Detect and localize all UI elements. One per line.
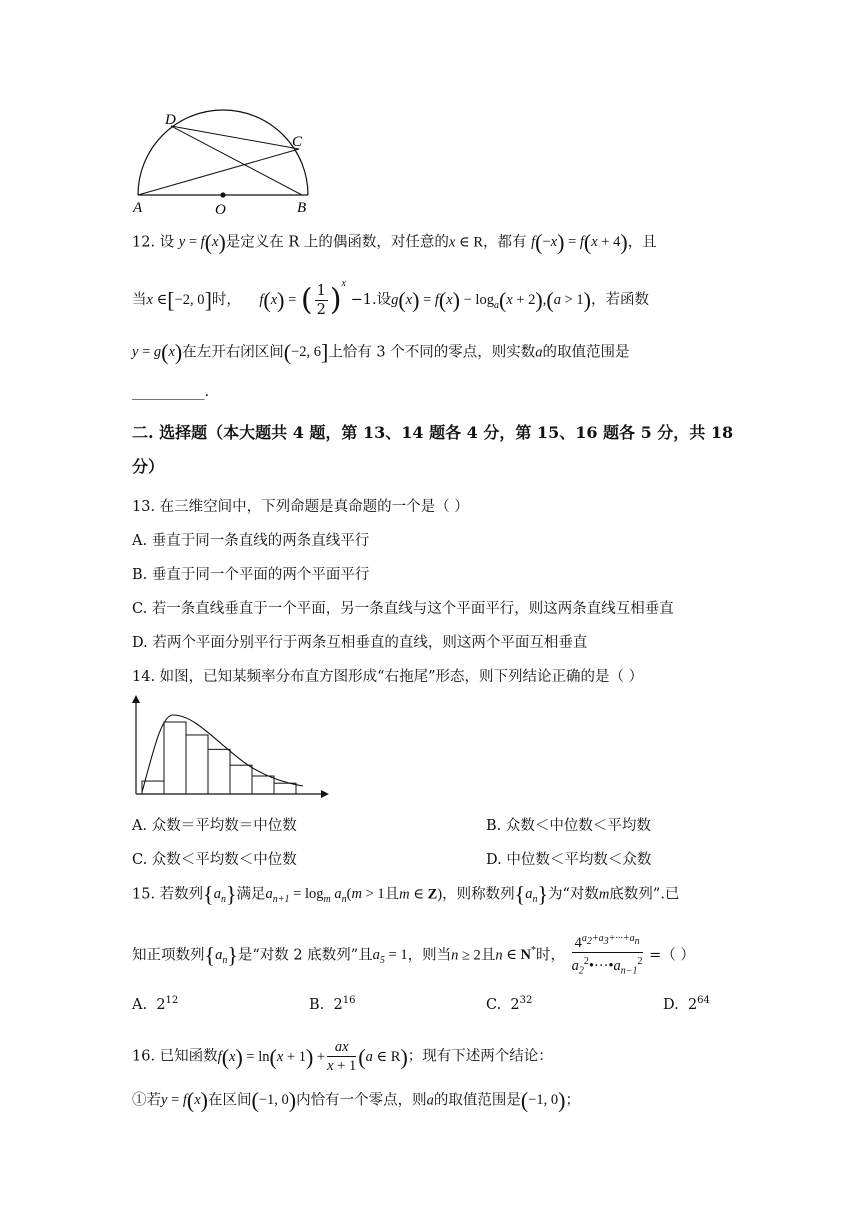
semicircle-figure	[125, 108, 325, 218]
q14-option-b[interactable]: B. 众数＜中位数＜平均数	[486, 818, 651, 834]
histogram-bar	[230, 765, 252, 794]
q15-option-d[interactable]: D. $2^{64}$	[663, 995, 710, 1013]
label-C: C	[292, 134, 303, 150]
q13-option-a[interactable]: A. 垂直于同一条直线的两条直线平行	[132, 533, 370, 549]
density-curve	[142, 715, 303, 792]
label-A: A	[133, 200, 143, 216]
x-axis-arrow	[321, 790, 329, 798]
q15-line2: 知正项数列$\{a_n\}$是“对数 2 底数列”且$a_5 = 1$，则当n ≥ 2且n ∈ N*时， $\frac{4^{a_2+a_3+\cdot\cdot\cdot+a_n}}{a_2^2•\cdot\cdot\cdot•a_{n-1}^2}$ =（ ）	[132, 930, 695, 981]
histogram-bar	[252, 776, 274, 794]
q15-option-c[interactable]: C. $2^{32}$	[486, 995, 533, 1013]
q14-option-d[interactable]: D. 中位数＜平均数＜众数	[486, 852, 652, 868]
label-O: O	[215, 202, 226, 218]
q13-option-c[interactable]: C. 若一条直线垂直于一个平面，另一条直线与这个平面平行，则这两条直线互相垂直	[132, 601, 674, 617]
q12-line3: y = g(x)在左开右闭区间(−2, 6]上恰有 3 个不同的零点，则实数a的取值范围是	[132, 340, 630, 365]
q12-line2: 当x ∈[−2, 0]时， f(x) = ( $\frac{1}{2}$ )$^x$ −1.设$g(x) = f(x) - \log_a(x + 2),(a > 1)$，若函数	[132, 278, 649, 318]
q14-stem: 14. 如图，已知某频率分布直方图形成“右拖尾”形态，则下列结论正确的是（ ）	[132, 669, 644, 685]
label-B: B	[297, 200, 307, 216]
q16-item1: ①若y = f(x)在区间(−1, 0)内恰有一个零点，则a的取值范围是(−1, 0)；	[132, 1088, 580, 1113]
q13-stem: 13. 在三维空间中，下列命题是真命题的一个是（ ）	[132, 499, 469, 515]
q15-option-b[interactable]: B. $2^{16}$	[309, 995, 356, 1013]
section-title-cont: 分）	[132, 457, 165, 476]
histogram-bar	[164, 722, 186, 794]
q13-option-d[interactable]: D. 若两个平面分别平行于两条互相垂直的直线，则这两个平面互相垂直	[132, 635, 588, 651]
label-D: D	[165, 112, 176, 128]
histogram-bar	[208, 749, 230, 794]
q14-option-c[interactable]: C. 众数＜平均数＜中位数	[132, 852, 297, 868]
section-title: 二. 选择题（本大题共 4 题，第 13、14 题各 4 分，第 15、16 题各 5 分，共 18	[132, 423, 734, 442]
histogram-bar	[142, 781, 164, 794]
histogram-bar	[186, 735, 208, 794]
y-axis-arrow	[132, 695, 140, 703]
q14-option-a[interactable]: A. 众数＝平均数＝中位数	[132, 818, 297, 834]
histogram-figure	[125, 693, 330, 805]
q16-line1: 16. 已知函数f(x) = ln(x + 1) + $\frac{ax}{x + 1}$ (a ∈ R)；现有下述两个结论：	[132, 1039, 553, 1074]
q12-line1: 12. 设 y = f(x)是定义在 R 上的偶函数，对任意的x ∈ R，都有 f(−x) = f(x + 4)，且	[132, 230, 657, 255]
histogram-bar	[274, 783, 296, 794]
q12-answer-blank[interactable]: __________.	[132, 384, 210, 400]
q13-option-b[interactable]: B. 垂直于同一个平面的两个平面平行	[132, 567, 370, 583]
q15-line1: 15. 若数列$\{a_n\}$满足$a_{n+1} = \log_m a_n(m > 1$且m ∈ Z)，则称数列$\{a_n\}$为“对数m底数列”.已	[132, 882, 680, 907]
q15-option-a[interactable]: A. $2^{12}$	[132, 995, 179, 1013]
